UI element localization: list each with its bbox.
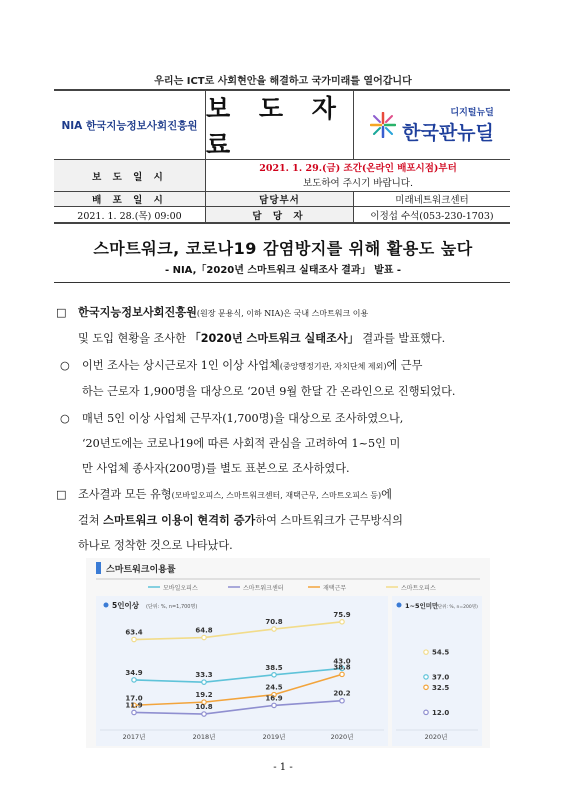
data-label: 63.4 — [125, 628, 143, 637]
data-label: 38.5 — [265, 663, 283, 672]
org-name: NIA 한국지능정보사회진흥원 — [54, 91, 206, 159]
doc-title: 보 도 자 료 — [206, 91, 354, 159]
embargo-time: 2021. 1. 29.(금) 조간(온라인 배포시점)부터 — [259, 162, 457, 174]
data-label: 34.9 — [125, 668, 143, 677]
legend-label: 모바일오피스 — [163, 585, 198, 592]
data-point — [340, 699, 344, 703]
right-panel-unit: (단위: %, n=200명) — [436, 605, 478, 610]
data-label: 17.0 — [125, 694, 143, 703]
p1-text: 및 도입 현황을 조사한 — [78, 332, 190, 345]
data-label: 24.5 — [265, 683, 283, 692]
x-tick-label: 2019년 — [262, 733, 286, 741]
circle-bullet: ○ — [60, 359, 70, 372]
data-point — [424, 710, 428, 714]
chart-title: 스마트워크이용률 — [106, 565, 176, 575]
data-label: 12.0 — [432, 708, 450, 717]
subheadline: - NIA,「2020년 스마트워크 실태조사 결과」 발표 - — [164, 265, 402, 276]
slogan: 우리는 ICT로 사회현안을 해결하고 국가미래를 열어갑니다 — [154, 76, 412, 87]
x-tick-label: 2018년 — [192, 733, 216, 741]
legend-label: 재택근무 — [323, 585, 347, 592]
p4-emphasis: 스마트워크 이용이 현격히 증가 — [103, 514, 256, 527]
data-point — [340, 620, 344, 624]
data-point — [272, 673, 276, 677]
data-label: 16.9 — [265, 694, 283, 703]
data-point — [272, 703, 276, 707]
panel-dot — [104, 603, 109, 608]
square-bullet: □ — [56, 306, 67, 319]
dept-value: 미래네트워크센터 — [395, 195, 469, 206]
survey-title: 「2020년 스마트워크 실태조사」 — [189, 332, 359, 345]
press-release-header — [54, 89, 510, 224]
data-label: 37.0 — [432, 673, 450, 682]
p4-text: 조사결과 모든 유형 — [78, 488, 172, 501]
org-name-bold: 한국지능정보사회진흥원 — [78, 306, 197, 319]
headline: 스마트워크, 코로나19 감염방지를 위해 활용도 높다 — [93, 239, 473, 258]
korean-new-deal-logo — [354, 91, 510, 159]
p2-text: 이번 조사는 상시근로자 1인 이상 사업체 — [82, 359, 280, 372]
divider — [54, 282, 510, 283]
page-number: - 1 - — [273, 762, 293, 773]
chart-svg — [86, 558, 490, 748]
p3-line-3: 만 사업체 종사자(200명)를 별도 표본으로 조사하였다. — [82, 462, 350, 475]
data-label: 38.8 — [333, 663, 351, 672]
data-label: 19.2 — [195, 691, 213, 700]
data-label: 75.9 — [333, 610, 351, 619]
data-point — [340, 672, 344, 676]
p2-line-2: 하는 근로자 1,900명을 대상으로 ‘20년 9월 한달 간 온라인으로 진행되었다. — [82, 385, 456, 398]
paragraph-1 — [56, 300, 516, 351]
p4-text-2-end: 하여 스마트워크가 근무방식의 — [255, 514, 403, 527]
data-point — [132, 710, 136, 714]
data-point — [132, 678, 136, 682]
legend-label: 스마트오피스 — [401, 585, 436, 592]
right-panel-bg — [392, 596, 482, 746]
new-deal-star-icon — [370, 112, 396, 138]
data-label: 20.2 — [333, 689, 351, 698]
data-point — [424, 650, 428, 654]
embargo-note: 보도하여 주시기 바랍니다. — [302, 177, 413, 189]
square-bullet: □ — [56, 488, 67, 501]
p1-text-end: 결과를 발표했다. — [358, 332, 446, 345]
data-label: 10.8 — [195, 703, 213, 712]
report-date-value — [206, 160, 510, 191]
p4-text-2: 걸쳐 — [78, 514, 104, 527]
data-point — [202, 635, 206, 639]
paragraph-3 — [60, 406, 520, 481]
chart-title-marker — [96, 562, 101, 574]
panel-dot — [397, 603, 402, 608]
data-label: 32.5 — [432, 683, 450, 692]
paragraph-4 — [56, 482, 516, 558]
data-label: 64.8 — [195, 626, 213, 635]
data-label: 11.9 — [125, 701, 143, 710]
circle-bullet: ○ — [60, 412, 70, 425]
data-point — [202, 712, 206, 716]
left-panel-unit: (단위: %, n=1,700명) — [146, 604, 198, 610]
report-date-label: 보 도 일 시 — [54, 160, 206, 191]
data-point — [424, 675, 428, 679]
data-point — [424, 685, 428, 689]
org-note: (원장 문용식, 이하 NIA)은 국내 스마트워크 이용 — [196, 309, 369, 318]
dist-date-label: 배 포 일 시 — [54, 192, 206, 206]
x-tick-label: 2020년 — [424, 733, 448, 741]
x-tick-label: 2020년 — [330, 733, 354, 741]
dept-label: 담당부서 — [206, 192, 354, 206]
logo-title: 한국판뉴딜 — [402, 122, 494, 144]
data-label: 43.0 — [333, 657, 351, 666]
p4-line-3: 하나로 정착한 것으로 나타났다. — [78, 539, 233, 552]
logo-subtitle: 디지털뉴딜 — [450, 108, 494, 118]
data-label: 33.3 — [195, 671, 213, 680]
p4-text-end: 에 — [381, 488, 392, 501]
data-label: 54.5 — [432, 648, 450, 657]
data-label: 70.8 — [265, 618, 283, 627]
smartwork-usage-chart — [86, 558, 490, 748]
dist-date-value: 2021. 1. 28.(목) 09:00 — [54, 207, 206, 222]
p4-note: (모바일오피스, 스마트워크센터, 재택근무, 스마트오피스 등) — [171, 491, 382, 500]
contact-label: 담 당 자 — [206, 207, 354, 222]
data-point — [272, 627, 276, 631]
legend-label: 스마트워크센터 — [243, 585, 284, 592]
data-point — [202, 680, 206, 684]
p2-note: (중앙행정기관, 자치단체 제외) — [279, 362, 387, 371]
p3-line-2: ‘20년도에는 코로나19에 따른 사회적 관심을 고려하여 1~5인 미 — [82, 437, 401, 450]
p2-text-end: 에 근무 — [386, 359, 423, 372]
contact-value: 이정섭 수석(053-230-1703) — [370, 210, 494, 222]
paragraph-2 — [60, 353, 520, 404]
right-panel-label: 1~5인미만 — [405, 602, 439, 610]
data-point — [132, 637, 136, 641]
x-tick-label: 2017년 — [122, 733, 146, 741]
p3-line-1: 매년 5인 이상 사업체 근무자(1,700명)을 대상으로 조사하였으나, — [82, 412, 404, 425]
left-panel-label: 5인이상 — [112, 601, 139, 610]
